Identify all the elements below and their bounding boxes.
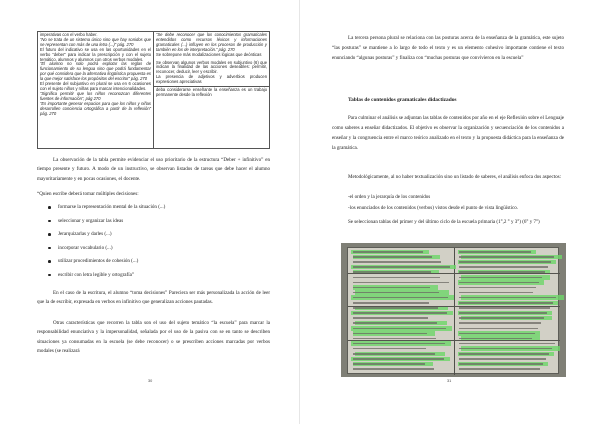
list-item: formarse la representación mental de la situación (...): [48, 203, 268, 212]
text-line: [353, 328, 446, 330]
row-rule: [348, 306, 560, 307]
text-line: [459, 251, 531, 253]
text-line: [353, 333, 427, 335]
decision-list: [48, 203, 268, 279]
text-line: [459, 322, 541, 324]
table-cell: El presente del subjuntivo en plural se usa en 6 ocasiones con el sujeto niños y niñas para marcar intencionalidades.: [40, 81, 151, 91]
text-line: [353, 343, 445, 345]
text-line: [459, 317, 544, 319]
text-line: [459, 297, 556, 299]
table-cell: “Significa permitir que los niños reconozcan diferentes fuentes de información”, pág 270: [40, 90, 151, 101]
section-heading: Tablas de contenidos gramaticales didactizados: [348, 97, 457, 103]
text-line: [459, 328, 538, 330]
text-line: [353, 307, 438, 309]
text-line: [353, 287, 430, 289]
analysis-table: [37, 31, 270, 149]
text-line: [459, 292, 533, 294]
table-cell: deba considerarse enseñante la enseñanza es un trabajo permanente desde la reflexión: [156, 87, 267, 97]
table-right-column: [154, 32, 269, 148]
text-line: [353, 297, 448, 299]
page-number: 30: [148, 379, 153, 383]
table-cell: Se sobrepone más modalizaciones lógicas que deónticas: [156, 51, 262, 57]
text-line: [353, 312, 447, 314]
text-line: [459, 277, 542, 279]
list-item: seleccionar y organizar las ideas: [48, 217, 268, 226]
page-spine: [299, 0, 300, 424]
text-line: [459, 338, 532, 340]
list-item: Jerarquizarlas y darles (...): [48, 230, 268, 239]
text-line: [353, 261, 441, 263]
text-line: [459, 353, 549, 355]
text-line: [459, 256, 554, 258]
text-line: [459, 266, 548, 268]
text-line: [459, 358, 546, 360]
list-item: incorporar vocabulario (...): [48, 244, 268, 253]
row-rule: [348, 340, 560, 341]
table-cell: Se observan algunos verbos modales en subjuntivo (6) que indican la finalidad de las acciones deseables: permitir, reconocer, deducir, leer y escribir.: [156, 59, 267, 75]
text-line: [353, 266, 450, 268]
text-line: [353, 322, 437, 324]
text-line: [353, 256, 432, 258]
text-line: [353, 292, 439, 294]
aspect-item-1: -el orden y la jerarquía de los contenidos: [348, 194, 431, 200]
table-cell: “No se trata de un sistema único sino que hay sonidos que se representan con más de una letra (...)” pág. 270: [40, 36, 151, 47]
text-line: [459, 302, 553, 304]
text-line: [353, 353, 435, 355]
list-item: utilizar procedimientos de cohesión (...): [48, 257, 268, 266]
text-line: [353, 317, 428, 319]
text-line: [459, 261, 551, 263]
right-paragraph-2: Para culminar el análisis se adjuntan las tablas de contenidos por año en el eje Reflexión sobre el Lenguaje como saberes a enseñar didactizados. El objetivo es observar la organización y secuenciación de los contenidos a enseñar y la congruencia entre el marco teórico analizado en el texto y la propuesta didáctica para la enseñanza de la gramática.: [332, 115, 564, 151]
list-item: escribir con letra legible y ortografía”: [48, 271, 268, 280]
text-line: [353, 302, 429, 304]
table-cell: “Es importante generar espacios para que los niños y niñas desarrollen conciencia ortográfica a partir de la reflexión” pág. 270: [40, 100, 151, 116]
text-line: [353, 363, 425, 365]
text-line: [353, 338, 436, 340]
page-number: 31: [447, 379, 452, 383]
table-left-column: [38, 32, 154, 148]
text-line: [353, 277, 440, 279]
text-line: [353, 358, 444, 360]
text-line: [353, 348, 426, 350]
table-cell: “El alumno no solo podrá explotar las reglas de funcionamiento de su lengua sino que podrá fundamentar por qué considera que la alternativa lingüística propuesta es la que mejor satisface los propósitos del escritor” pág. 270: [40, 61, 151, 82]
table-cell: El futuro del indicativo se usa en las oportunidades en el verbo “deber” para indicar la prescripción y con el sujeto temático, alumnos y alumnos con otros verbos modales.: [40, 46, 151, 62]
text-line: [353, 282, 449, 284]
highlighted-table-photo: [341, 243, 566, 377]
left-paragraph-1: La observación de la tabla permite evidenciar el uso prioritario de la estructura “Deber + infinitivo” en tiempo presente y futuro. A modo de un instructivo, se observan listados de tareas que debe hacer el alumno mayoritariamente y en pocas ocasiones, el docente.: [37, 157, 270, 182]
text-line: [459, 312, 547, 314]
table-cell: “Se debe reconocer que los conocimientos gramaticales entendidos como recursos léxicos y informaciones gramaticales (...) influyen en los procesos de producción y también en los de interpretación.” pág. 270: [156, 32, 267, 52]
right-paragraph-4: Se seleccionan tablas del primer y del último ciclo de la escuela primaria (1°,2 ° y 3°) (6° y 7°): [348, 219, 540, 225]
left-paragraph-3: Otras características que recorren la tabla son el uso del sujeto temático “la escuela” para marcar la responsabilidad enunciativa y la impersonalidad, señalada por el uso de la pasiva con se en tanto se describen situaciones ya consumadas en la escuela (se debe reconocer) o se prescriben acciones marcadas por verbos modales (se realizará: [37, 320, 270, 354]
table-cell: La presencia de adjetivos y adverbios producen expresiones apreciativas: [156, 74, 267, 85]
text-line: [459, 282, 539, 284]
text-line: [459, 348, 552, 350]
text-line: [459, 363, 543, 365]
table-cell: imperativas con el verbo haber.: [40, 32, 98, 37]
right-paragraph-3: Metodológicamente, al no haber textualización sino un listado de saberes, el análisis enfoca dos aspectos:: [348, 174, 562, 180]
text-line: [459, 343, 555, 345]
right-paragraph-1: La tercera persona plural se relaciona con las posturas acerca de la enseñanza de la gramática, este sujeto “las posturas” se mantiene a lo largo de todo el texto y es un elemento cohesivo importante contiene el texto enunciando “algunas posturas” y finaliza con “muchas posturas que convivieron en la escuela”: [332, 35, 564, 61]
text-line: [353, 251, 423, 253]
text-line: [459, 368, 540, 370]
aspect-item-2: -los enunciados de los contenidos (verbos) vistos desde el punto de vista lingüístico.: [348, 205, 519, 211]
left-quote-intro: “Quien escribe deberá tomar múltiples decisiones:: [37, 191, 139, 197]
text-line: [353, 368, 434, 370]
row-rule: [348, 273, 560, 274]
text-line: [459, 307, 550, 309]
photo-paper: [347, 247, 559, 374]
text-line: [459, 333, 535, 335]
left-paragraph-2: En el caso de la escritura, el alumno “toma decisiones” Pareciera ser más personalizada la acción de leer que la de escribir, expresada en verbos en infinitivo que generalizan acciones pautadas.: [37, 290, 270, 306]
text-line: [459, 287, 536, 289]
